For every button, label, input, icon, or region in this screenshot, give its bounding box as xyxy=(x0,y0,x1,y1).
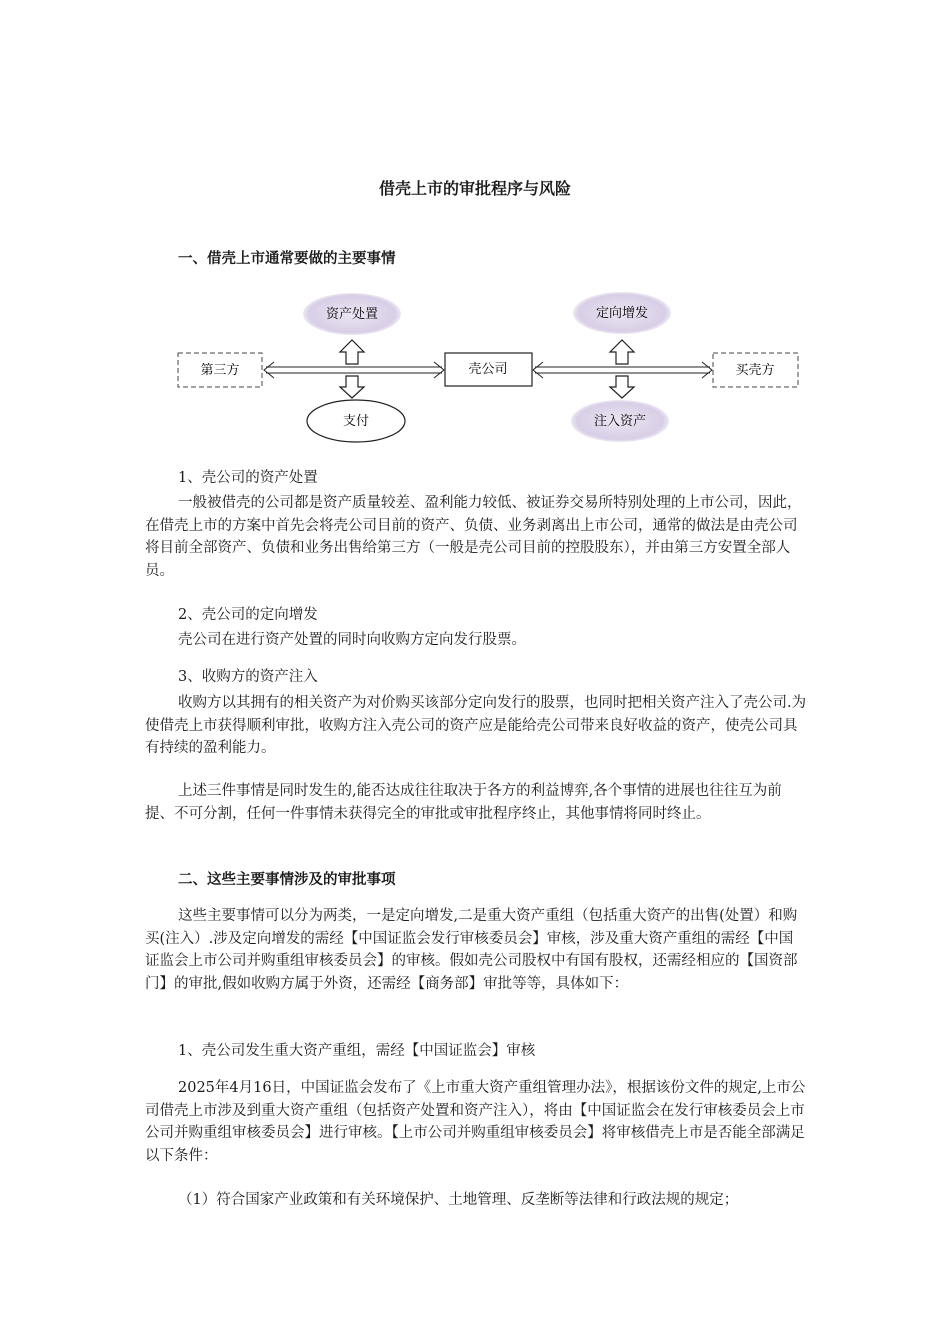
s1-item2-title: 2、壳公司的定向增发 xyxy=(178,607,318,623)
asset-injection-label: 注入资产 xyxy=(593,414,647,429)
s2-intro: 这些主要事情可以分为两类，一是定向增发,二是重大资产重组（包括重大资产的出售(处置）和购买(注入）.涉及定向增发的需经【中国证监会发行审核委员会】审核，涉及重大资产重组的需经【中国证监会上市公司并购重组审核委员会】的审核。假如壳公司股权中有国有股权，还需经相应的【国资部门】的审批,假如收购方属于外资，还需经【商务部】审批等等，具体如下： xyxy=(145,908,798,992)
document-title: 借壳上市的审批程序与风险 xyxy=(378,179,571,198)
payment-label: 支付 xyxy=(342,414,370,429)
asset-injection-bubble xyxy=(571,400,669,442)
third-party-node xyxy=(178,353,262,387)
directed-issue-label: 定向增发 xyxy=(595,306,649,321)
down-arrow-icon xyxy=(340,376,364,398)
asset-disposal-label: 资产处置 xyxy=(325,307,379,322)
buyer-node xyxy=(713,353,798,387)
up-arrow-icon xyxy=(610,340,634,364)
s2-condition1: （1）符合国家产业政策和有关环境保护、土地管理、反垄断等法律和行政法规的规定； xyxy=(178,1192,739,1208)
shell-company-node xyxy=(445,353,532,386)
asset-disposal-bubble xyxy=(303,293,401,335)
section2-heading: 二、这些主要事情涉及的审批事项 xyxy=(178,872,396,888)
down-arrow-icon xyxy=(610,376,634,398)
s1-item2-body: 壳公司在进行资产处置的同时向收购方定向发行股票。 xyxy=(178,632,526,648)
section1-heading: 一、借壳上市通常要做的主要事情 xyxy=(178,251,396,267)
s1-item3-body: 收购方以其拥有的相关资产为对价购买该部分定向发行的股票，也同时把相关资产注入了壳公司.为使借壳上市获得顺利审批，收购方注入壳公司的资产应是能给壳公司带来良好收益的资产，使壳公司具有持续的盈利能力。 xyxy=(145,695,807,757)
directed-issue-bubble xyxy=(573,292,671,334)
shell-company-label: 壳公司 xyxy=(468,362,508,377)
buyer-label: 买壳方 xyxy=(735,363,775,378)
third-party-label: 第三方 xyxy=(200,363,240,378)
shell-listing-diagram xyxy=(170,290,810,450)
s1-summary: 上述三件事情是同时发生的,能否达成往往取决于各方的利益博弈,各个事情的进展也往往互为前提、不可分割，任何一件事情未获得完全的审批或审批程序终止，其他事情将同时终止。 xyxy=(145,783,782,822)
s1-item1-body: 一般被借壳的公司都是资产质量较差、盈利能力较低、被证券交易所特别处理的上市公司，因此，在借壳上市的方案中首先会将壳公司目前的资产、负债、业务剥离出上市公司，通常的做法是由壳公司将目前全部资产、负债和业务出售给第三方（一般是壳公司目前的控股股东），并由第三方安置全部人员。 xyxy=(145,495,802,579)
s2-item1-body: 2025年4月16日，中国证监会发布了《上市重大资产重组管理办法》，根据该份文件的规定,上市公司借壳上市涉及到重大资产重组（包括资产处置和资产注入），将由【中国证监会在发行审核委员会上市公司并购重组审核委员会】进行审核。【上市公司并购重组审核委员会】将审核借壳上市是否能全部满足以下条件： xyxy=(145,1080,806,1164)
payment-node xyxy=(307,400,405,442)
s2-item1-title: 1、壳公司发生重大资产重组，需经【中国证监会】审核 xyxy=(178,1043,536,1059)
s1-item1-title: 1、壳公司的资产处置 xyxy=(178,470,318,486)
up-arrow-icon xyxy=(340,340,364,364)
s1-item3-title: 3、收购方的资产注入 xyxy=(178,669,318,685)
